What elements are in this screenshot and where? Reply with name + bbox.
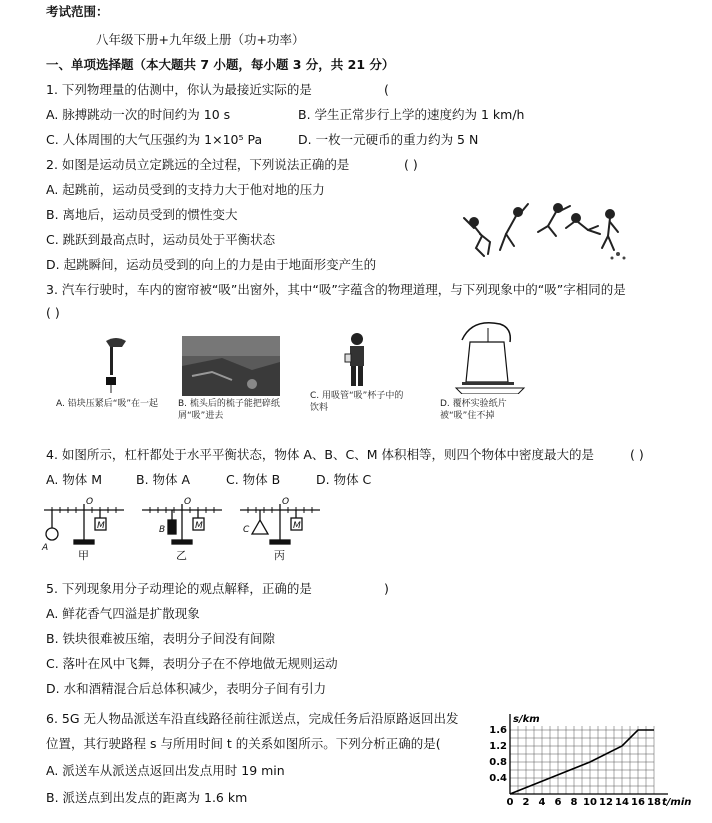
q2-option-c: C. 跳跃到最高点时，运动员处于平衡状态 <box>46 232 276 247</box>
x-tick-label: 8 <box>570 797 578 808</box>
object-c-label: C <box>243 525 250 535</box>
x-tick-label: 6 <box>554 797 562 808</box>
q4-option-c: C. 物体 B <box>226 472 281 487</box>
y-tick-label: 0.8 <box>489 757 507 768</box>
lead-blocks-image <box>92 335 132 397</box>
x-tick-label: 14 <box>615 797 629 808</box>
object-m-label-1: M <box>97 521 105 531</box>
q2-bracket: ( ) <box>404 157 418 172</box>
q1-option-c: C. 人体周围的大气压强约为 1×10⁵ Pa <box>46 132 263 147</box>
section-title: 一、单项选择题（本大题共 7 小题，每小题 3 分，共 21 分） <box>46 57 395 72</box>
q1-option-a: A. 脉搏跳动一次的时间约为 10 s <box>46 107 231 122</box>
q6-option-b: B. 派送点到出发点的距离为 1.6 km <box>46 790 248 805</box>
q3-caption-a: A. 铅块压紧后“吸”在一起 <box>56 399 159 409</box>
x-tick-label: 18 <box>647 797 661 808</box>
y-tick-label: 1.6 <box>489 725 507 736</box>
q2-option-a: A. 起跳前，运动员受到的支持力大于他对地的压力 <box>46 182 325 197</box>
q2-option-d: D. 起跳瞬间，运动员受到的向上的力是由于地面形变产生的 <box>46 257 377 272</box>
q1-stem: 1. 下列物理量的估测中，你认为最接近实际的是 <box>46 82 312 97</box>
x-tick-label: 16 <box>631 797 645 808</box>
y-tick-label: 0.4 <box>489 773 507 784</box>
q4-option-a: A. 物体 M <box>46 472 103 487</box>
comb-paper-image <box>182 336 280 396</box>
q6-stem-line2: 位置，其行驶路程 s 与所用时间 t 的关系如图所示。下列分析正确的是( <box>46 736 441 751</box>
fig-label-bing: 丙 <box>274 549 285 562</box>
distance-time-chart <box>478 704 698 816</box>
x-tick-label: 10 <box>583 797 597 808</box>
exam-scope-label: 考试范围： <box>46 4 109 19</box>
q1-option-b: B. 学生正常步行上学的速度约为 1 km/h <box>298 107 525 122</box>
exam-scope: 八年级下册+九年级上册（功+功率） <box>96 32 305 47</box>
q3-stem: 3. 汽车行驶时，车内的窗帘被“吸”出窗外，其中“吸”字蕴含的物理道理，与下列现象中的“吸”字相同的是 <box>46 282 626 297</box>
fig-label-jia: 甲 <box>78 549 89 562</box>
pivot-label-2: O <box>184 497 192 507</box>
x-tick-label: 4 <box>538 797 546 808</box>
object-b-label: B <box>159 525 166 535</box>
x-axis-label: t/min <box>662 797 692 808</box>
q5-option-c: C. 落叶在风中飞舞，表明分子在不停地做无规则运动 <box>46 656 338 671</box>
q2-option-b: B. 离地后，运动员受到的惯性变大 <box>46 207 238 222</box>
inverted-cup-image <box>452 318 528 394</box>
q2-stem: 2. 如图是运动员立定跳远的全过程，下列说法正确的是 <box>46 157 350 172</box>
x-tick-label: 12 <box>599 797 613 808</box>
lever-figures <box>40 494 330 564</box>
q4-option-b: B. 物体 A <box>136 472 191 487</box>
chart-ticks <box>489 725 661 808</box>
pivot-label-3: O <box>282 497 290 507</box>
q4-option-d: D. 物体 C <box>316 472 372 487</box>
q3-caption-b: B. 梳头后的梳子能把碎纸屑“吸”进去 <box>178 399 280 421</box>
q6-stem-line1: 6. 5G 无人物品派送车沿直线路径前往派送点，完成任务后沿原路返回出发 <box>46 711 459 726</box>
object-a-label: A <box>42 543 49 553</box>
object-m-label-3: M <box>293 521 301 531</box>
q1-option-d: D. 一枚一元硬币的重力约为 5 N <box>298 132 479 147</box>
q4-stem: 4. 如图所示，杠杆都处于水平平衡状态，物体 A、B、C、M 体积相等，则四个物体中密度最大的是 <box>46 447 594 462</box>
pivot-label-1: O <box>86 497 94 507</box>
q3-caption-c: C. 用吸管“吸”杯子中的饮料 <box>310 391 404 413</box>
y-tick-label: 1.2 <box>489 741 507 752</box>
x-tick-label: 0 <box>506 797 514 808</box>
q5-option-a: A. 鲜花香气四溢是扩散现象 <box>46 606 200 621</box>
object-m-label-2: M <box>195 521 203 531</box>
q5-option-b: B. 铁块很难被压缩，表明分子间没有间隙 <box>46 631 276 646</box>
q5-bracket: ) <box>384 581 389 596</box>
fig-label-yi: 乙 <box>176 549 187 562</box>
q1-bracket: ( <box>384 82 389 97</box>
long-jump-figure <box>460 196 640 266</box>
q3-caption-d: D. 覆杯实验纸片被“吸”住不掉 <box>440 399 507 421</box>
x-tick-label: 2 <box>522 797 530 808</box>
y-axis-label: s/km <box>513 714 540 725</box>
q3-bracket: ( ) <box>46 305 60 320</box>
q5-option-d: D. 水和酒精混合后总体积减少，表明分子间有引力 <box>46 681 327 696</box>
q4-bracket: ( ) <box>630 447 644 462</box>
q5-stem: 5. 下列现象用分子动理论的观点解释，正确的是 <box>46 581 312 596</box>
q6-option-a: A. 派送车从派送点返回出发点用时 19 min <box>46 763 285 778</box>
straw-drink-image <box>342 330 372 390</box>
